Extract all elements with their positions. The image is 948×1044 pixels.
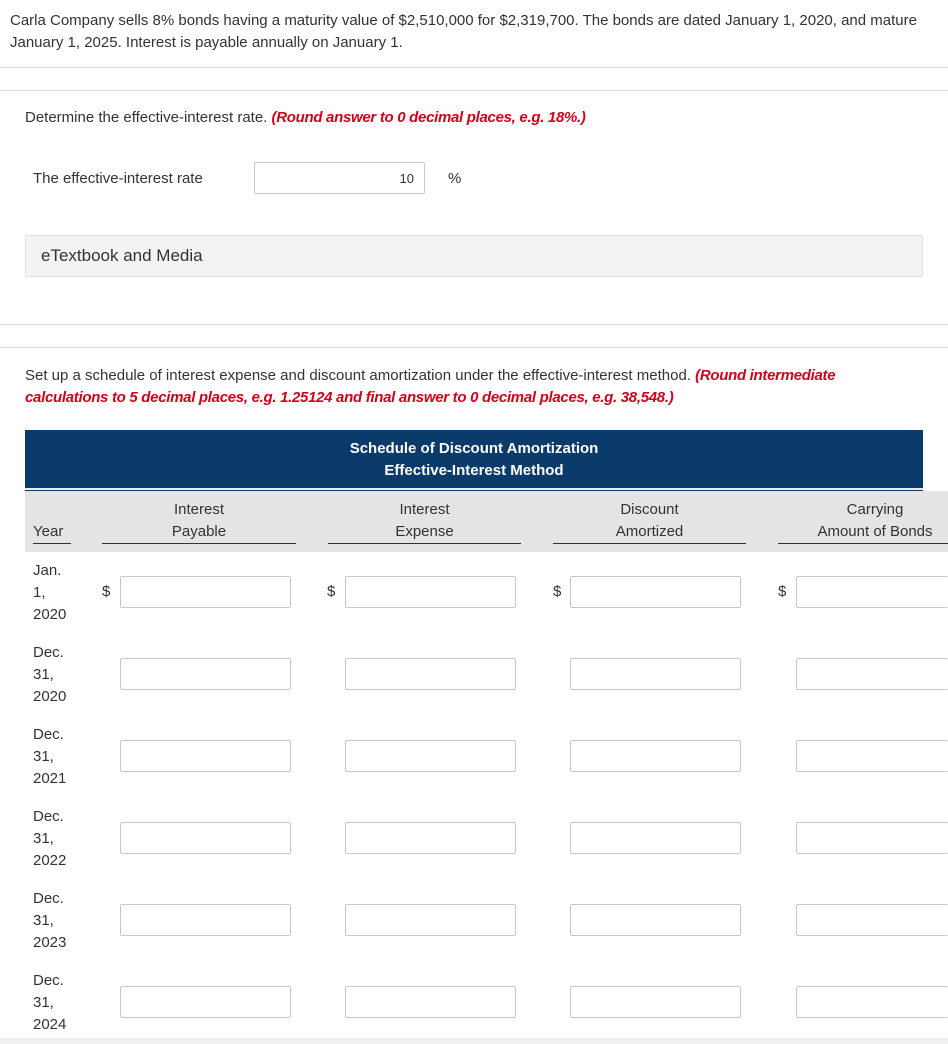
- part-b-question: [25, 365, 905, 409]
- col-underline: [328, 543, 521, 544]
- page-bottom-edge: [0, 1038, 948, 1044]
- interest-payable-input[interactable]: [120, 576, 291, 608]
- col-discount-amortized-header: Discount Amortized: [615, 501, 684, 540]
- carrying-amount-input[interactable]: [796, 740, 948, 772]
- interest-payable-input[interactable]: [120, 822, 291, 854]
- col-carrying-amount-header: Carrying Amount of Bonds: [817, 501, 933, 540]
- etextbook-media-button[interactable]: eTextbook and Media: [25, 235, 923, 277]
- carrying-amount-input[interactable]: [796, 904, 948, 936]
- rate-label: The effective-interest rate: [33, 170, 203, 187]
- carrying-amount-input[interactable]: [796, 576, 948, 608]
- interest-expense-input[interactable]: [345, 904, 516, 936]
- col-underline: [778, 543, 948, 544]
- schedule-subtitle: Effective-Interest Method: [384, 462, 564, 479]
- discount-amortized-input[interactable]: [570, 658, 741, 690]
- col-interest-expense-header: Interest Expense: [395, 501, 454, 540]
- col-interest-payable-header: Interest Payable: [171, 501, 227, 540]
- divider: [0, 90, 948, 91]
- part-b-prompt: Set up a schedule of interest expense and discount amortization under the effective-interest method.: [25, 367, 691, 384]
- discount-amortized-input[interactable]: [570, 576, 741, 608]
- part-a-prompt: Determine the effective-interest rate.: [25, 109, 268, 126]
- interest-payable-input[interactable]: [120, 986, 291, 1018]
- dollar-sign: $: [327, 583, 336, 600]
- banner-rule: [25, 488, 923, 490]
- divider: [0, 347, 948, 348]
- percent-unit: %: [448, 170, 462, 187]
- interest-expense-input[interactable]: [345, 576, 516, 608]
- row-date-label: Dec. 31, 2021: [33, 726, 67, 787]
- dollar-sign: $: [778, 583, 787, 600]
- interest-expense-input[interactable]: [345, 986, 516, 1018]
- row-date-label: Dec. 31, 2022: [33, 808, 67, 869]
- part-a-question: [25, 107, 915, 129]
- row-date-label: Dec. 31, 2020: [33, 644, 67, 705]
- problem-statement: Carla Company sells 8% bonds having a maturity value of $2,510,000 for $2,319,700. The bonds are dated January 1, 2020, and mature January 1, 2025. Interest is payable annually on January 1.: [10, 12, 917, 51]
- dollar-sign: $: [553, 583, 562, 600]
- col-year-header: Year: [33, 523, 64, 540]
- divider: [0, 324, 948, 325]
- carrying-amount-input[interactable]: [796, 986, 948, 1018]
- interest-expense-input[interactable]: [345, 740, 516, 772]
- interest-payable-input[interactable]: [120, 658, 291, 690]
- interest-payable-input[interactable]: [120, 904, 291, 936]
- divider: [0, 67, 948, 68]
- interest-payable-input[interactable]: [120, 740, 291, 772]
- discount-amortized-input[interactable]: [570, 904, 741, 936]
- discount-amortized-input[interactable]: [570, 822, 741, 854]
- carrying-amount-input[interactable]: [796, 822, 948, 854]
- schedule-title: Schedule of Discount Amortization: [349, 440, 599, 457]
- col-underline: [33, 543, 71, 544]
- row-date-label: Dec. 31, 2023: [33, 890, 67, 951]
- part-b-hint: (Round intermediate calculations to 5 decimal places, e.g. 1.25124 and final answer to 0 decimal places, e.g. 38,548.): [25, 367, 836, 406]
- col-underline: [102, 543, 296, 544]
- schedule-title-banner: [25, 430, 923, 491]
- interest-expense-input[interactable]: [345, 822, 516, 854]
- discount-amortized-input[interactable]: [570, 986, 741, 1018]
- effective-rate-input[interactable]: [254, 162, 425, 194]
- dollar-sign: $: [102, 583, 111, 600]
- row-date-label: Jan. 1, 2020: [33, 562, 67, 623]
- col-underline: [553, 543, 746, 544]
- part-a-hint: (Round answer to 0 decimal places, e.g. 18%.): [271, 109, 586, 126]
- interest-expense-input[interactable]: [345, 658, 516, 690]
- discount-amortized-input[interactable]: [570, 740, 741, 772]
- row-date-label: Dec. 31, 2024: [33, 972, 67, 1033]
- carrying-amount-input[interactable]: [796, 658, 948, 690]
